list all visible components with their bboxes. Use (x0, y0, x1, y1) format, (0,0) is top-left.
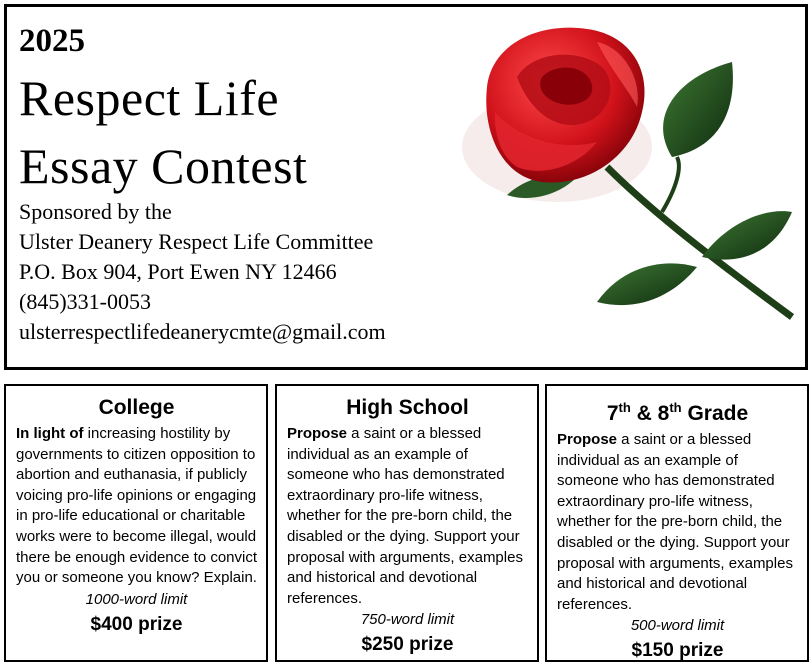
card-body: a saint or a blessed individual as an example of someone who has demonstrated extraordinary pro-life witness, whether for the pre-born child, the disabled or the dying. Support your proposal with arguments, examples and historical and devotional references. (557, 431, 793, 613)
card-body: increasing hostility by governments to citizen opposition to abortion and euthanasia, if publicly voicing pro-life opinions or engaging in pro-life educational or charitable works were to become illegal, would there be enough evidence to convict you or someone you know? Explain. (16, 425, 258, 587)
card-body: a saint or a blessed individual as an example of someone who has demonstrated extraordinary pro-life witness, whether for the pre-born child, the disabled or the dying. Support your proposal with arguments, examples and historical and devotional references. (287, 425, 523, 607)
card-title: High School (346, 396, 469, 419)
card-description (557, 430, 798, 615)
committee-name: Ulster Deanery Respect Life Committee (19, 229, 374, 254)
card-description (287, 424, 528, 609)
phone-number: (845)331-0053 (19, 289, 151, 314)
word-limit: 500-word limit (630, 617, 725, 635)
prize-amount: $150 prize (631, 640, 724, 662)
email-address[interactable]: ulsterrespectlifedeanerycmte@gmail.com (19, 319, 386, 344)
word-limit: 750-word limit (360, 611, 455, 629)
mailing-address: P.O. Box 904, Port Ewen NY 12466 (19, 259, 337, 284)
rose-illustration (447, 17, 797, 337)
card-title: College (98, 396, 175, 419)
title-line-2: Essay Contest (19, 138, 308, 194)
card-lead: In light of (16, 425, 84, 442)
card-title: 7th & 8th Grade (606, 400, 749, 425)
card-lead: Propose (557, 431, 618, 448)
card-description (16, 424, 257, 589)
contest-year: 2025 (19, 23, 85, 59)
title-line-1: Respect Life (19, 70, 280, 126)
card-lead: Propose (287, 425, 348, 442)
header-box (4, 4, 808, 370)
prize-amount: $400 prize (90, 613, 183, 635)
sponsor-line: Sponsored by the (19, 199, 172, 224)
prize-amount: $250 prize (361, 634, 454, 656)
card-college (4, 384, 268, 662)
word-limit: 1000-word limit (85, 590, 188, 608)
card-high-school (275, 384, 539, 662)
card-7th-8th-grade (545, 384, 809, 662)
